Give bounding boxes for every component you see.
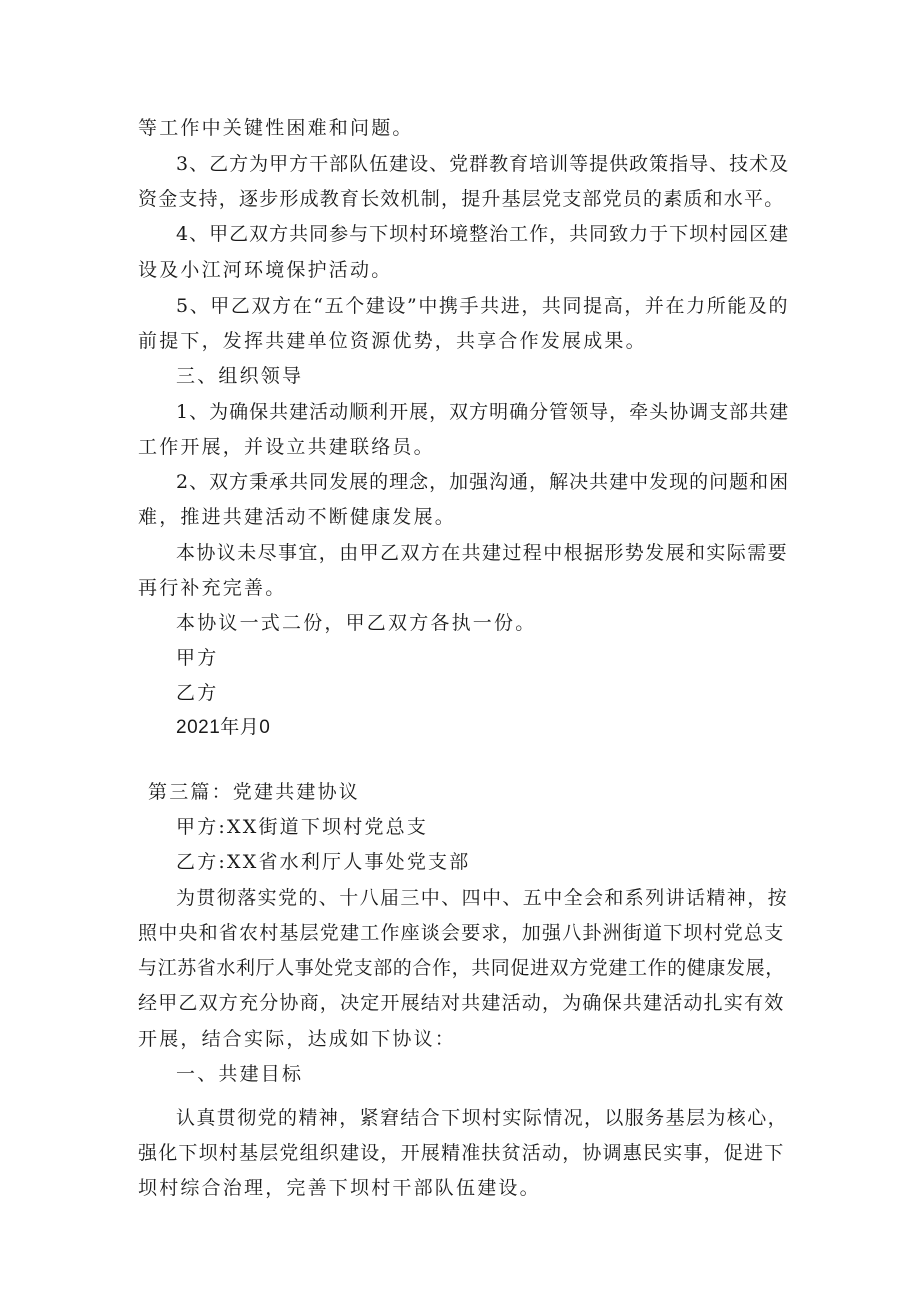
- paragraph-line: 为贯彻落实党的、十八届三中、四中、五中全会和系列讲话精神，按: [176, 887, 789, 909]
- section-title: 第三篇：党建共建协议: [148, 781, 361, 803]
- paragraph-line: 本协议未尽事宜，由甲乙双方在共建过程中根据形势发展和实际需要: [176, 542, 789, 564]
- paragraph-line: 难，推进共建活动不断健康发展。: [138, 506, 457, 528]
- section-heading: 一、共建目标: [176, 1063, 304, 1085]
- paragraph-line: 等工作中关键性困难和问题。: [138, 117, 414, 139]
- signature-date: 2021年月0: [176, 717, 271, 738]
- paragraph-line: 认真贯彻党的精神，紧窘结合下坝村实际情况，以服务基层为核心，: [176, 1107, 789, 1129]
- paragraph-line: 2、双方秉承共同发展的理念，加强沟通，解决共建中发现的问题和困: [176, 471, 790, 493]
- paragraph-line: 前提下，发挥共建单位资源优势，共享合作发展成果。: [138, 330, 647, 352]
- paragraph-line: 再行补充完善。: [138, 577, 287, 599]
- paragraph-line: 坝村综合治理，完善下坝村干部队伍建设。: [138, 1177, 541, 1199]
- paragraph-line: 开展，结合实际，达成如下协议：: [138, 1028, 457, 1050]
- signature-party-b: 乙方: [176, 682, 219, 704]
- paragraph-line: 强化下坝村基层党组织建设，开展精准扶贫活动，协调惠民实事，促进下: [138, 1142, 785, 1164]
- paragraph-line: 工作开展，并设立共建联络员。: [138, 436, 435, 458]
- paragraph-line: 5、甲乙双方在“五个建设”中携手共进，共同提高，并在力所能及的: [176, 295, 790, 317]
- paragraph-line: 4、甲乙双方共同参与下坝村环境整治工作，共同致力于下坝村园区建: [176, 223, 790, 245]
- paragraph-line: 经甲乙双方充分协商，决定开展结对共建活动，为确保共建活动扎实有效: [138, 992, 785, 1014]
- paragraph-line: 资金支持，逐步形成教育长效机制，提升基层党支部党员的素质和水平。: [138, 188, 785, 210]
- party-b-line: 乙方:XX省水利厅人事处党支部: [176, 851, 471, 873]
- paragraph-line: 设及小江河环境保护活动。: [138, 259, 393, 281]
- paragraph-line: 本协议一式二份，甲乙双方各执一份。: [176, 612, 537, 634]
- paragraph-line: 3、乙方为甲方干部队伍建设、党群教育培训等提供政策指导、技术及: [176, 153, 790, 175]
- section-heading: 三、组织领导: [176, 365, 304, 387]
- party-a-line: 甲方:XX街道下坝村党总支: [176, 816, 429, 838]
- paragraph-line: 照中央和省农村基层党建工作座谈会要求，加强八卦洲街道下坝村党总支: [138, 922, 785, 944]
- paragraph-line: 1、为确保共建活动顺利开展，双方明确分管领导，牵头协调支部共建: [176, 401, 790, 423]
- paragraph-line: 与江苏省水利厅人事处党支部的合作，共同促进双方党建工作的健康发展，: [138, 957, 785, 979]
- signature-party-a: 甲方: [176, 647, 219, 669]
